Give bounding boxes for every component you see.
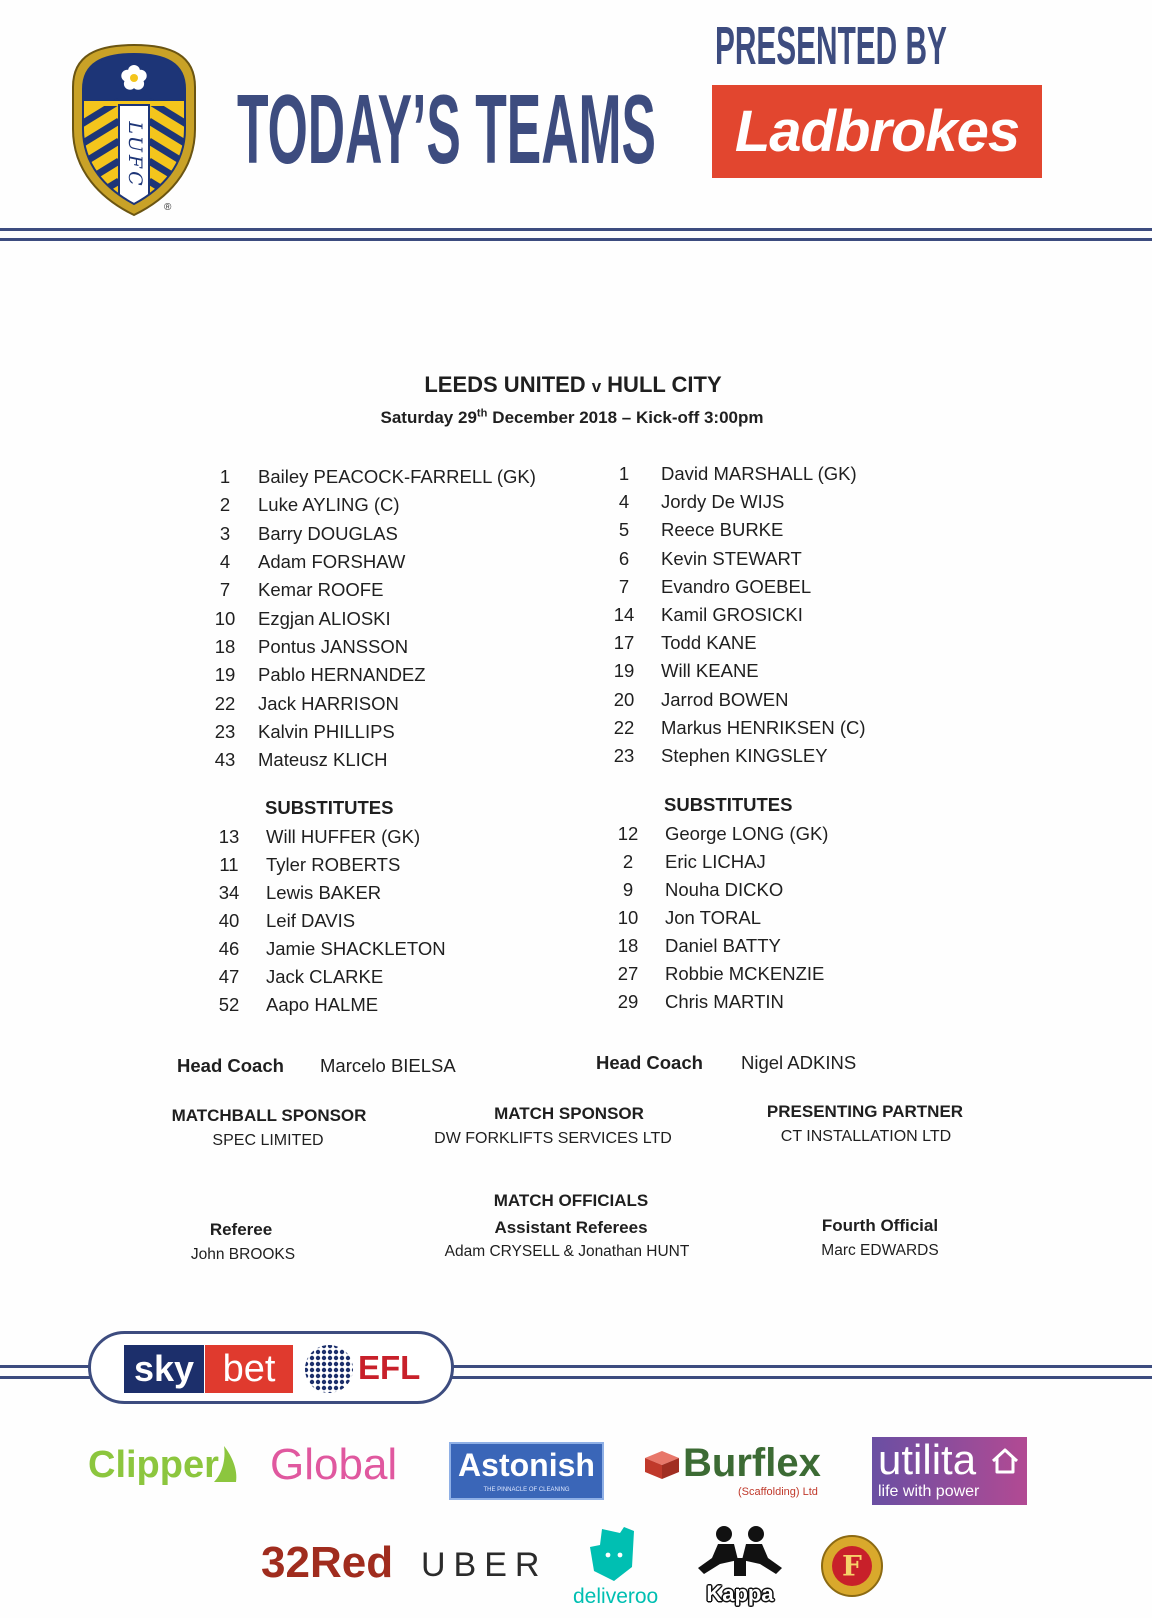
squad-number: 23 <box>214 720 236 742</box>
away-starter-row <box>604 460 866 488</box>
home-subs-heading: SUBSTITUTES <box>265 797 394 818</box>
player-name: Jack HARRISON <box>258 692 399 714</box>
home-starter-row <box>205 576 536 604</box>
player-name: Jordy De WIJS <box>661 491 785 513</box>
away-substitute-row <box>608 904 828 932</box>
squad-number: 1 <box>219 466 231 488</box>
clipper-logo: Clipper <box>88 1444 219 1486</box>
bet-wordmark: bet <box>222 1347 276 1390</box>
home-starter-row <box>205 746 536 774</box>
date-day: Saturday 29 <box>380 408 477 427</box>
player-name: Aapo HALME <box>266 994 379 1015</box>
efl-wordmark: EFL <box>358 1349 421 1386</box>
fixture-date <box>322 407 822 429</box>
away-substitute-row <box>608 876 828 904</box>
presenting-partner-label: PRESENTING PARTNER <box>766 1102 964 1121</box>
home-starter-row <box>205 604 536 632</box>
home-substitute-row <box>209 851 446 879</box>
presented-by-label: PRESENTED BY <box>715 16 947 76</box>
away-starter-row <box>604 686 866 714</box>
away-starter-row <box>604 516 866 544</box>
home-starting-eleven <box>205 463 536 774</box>
home-substitute-row <box>209 879 446 907</box>
squad-number: 27 <box>617 963 639 984</box>
squad-number: 34 <box>218 882 240 903</box>
squad-number: 2 <box>219 494 231 516</box>
crest-lettering: LUFC <box>124 121 146 189</box>
home-starter-row <box>205 633 536 661</box>
player-name: Will HUFFER (GK) <box>266 826 421 847</box>
squad-number: 7 <box>219 579 231 601</box>
squad-number: 52 <box>218 994 240 1015</box>
player-name: Kemar ROOFE <box>258 579 384 601</box>
player-name: Mateusz KLICH <box>258 749 388 771</box>
home-substitute-row <box>209 823 446 851</box>
sky-logo <box>124 1345 204 1393</box>
kappa-omini-icon <box>690 1524 790 1582</box>
utilita-wordmark: utilita <box>878 1436 977 1483</box>
header-divider-bottom <box>0 238 1152 241</box>
page-title: TODAY’S TEAMS <box>237 74 656 184</box>
fixture-title <box>323 372 823 400</box>
squad-number: 19 <box>214 664 236 686</box>
burflex-subtitle: (Scaffolding) Ltd <box>738 1486 818 1498</box>
versus-label: v <box>591 377 602 396</box>
squad-number: 14 <box>613 604 635 626</box>
burflex-cube-icon <box>643 1449 681 1481</box>
squad-number: 10 <box>214 607 236 629</box>
squad-number: 17 <box>613 632 635 654</box>
utilita-logo <box>872 1437 1027 1505</box>
astonish-wordmark: Astonish <box>458 1447 595 1483</box>
away-substitute-row <box>608 848 828 876</box>
squad-number: 4 <box>219 551 231 573</box>
date-suffix: th <box>476 407 488 420</box>
presenting-partner-value: CT INSTALLATION LTD <box>780 1128 952 1145</box>
squad-number: 2 <box>622 851 634 872</box>
fosters-letter: F <box>842 1549 862 1583</box>
player-name: Pablo HERNANDEZ <box>258 664 426 686</box>
match-sponsor-label: MATCH SPONSOR <box>494 1104 644 1123</box>
away-team-name: HULL CITY <box>607 372 722 397</box>
away-starter-row <box>604 545 866 573</box>
squad-number: 22 <box>613 716 635 738</box>
utilita-tagline: life with power <box>878 1483 980 1500</box>
home-starter-row <box>205 689 536 717</box>
home-starter-row <box>205 661 536 689</box>
squad-number: 19 <box>613 660 635 682</box>
squad-number: 9 <box>622 879 634 900</box>
squad-number: 10 <box>617 907 639 928</box>
away-starting-eleven <box>604 460 866 770</box>
player-name: Daniel BATTY <box>665 935 781 956</box>
away-starter-row <box>604 657 866 685</box>
away-substitutes <box>608 820 828 1016</box>
away-starter-row <box>604 714 866 742</box>
player-name: Markus HENRIKSEN (C) <box>661 716 866 738</box>
assistant-referees-label: Assistant Referees <box>494 1218 648 1237</box>
player-name: Ezgjan ALIOSKI <box>258 607 391 629</box>
squad-number: 22 <box>214 692 236 714</box>
player-name: George LONG (GK) <box>665 823 829 844</box>
player-name: Luke AYLING (C) <box>258 494 400 516</box>
player-name: Barry DOUGLAS <box>258 522 398 544</box>
player-name: Pontus JANSSON <box>258 635 409 657</box>
sky-wordmark: sky <box>133 1348 195 1389</box>
home-substitute-row <box>209 935 446 963</box>
squad-number: 23 <box>613 744 635 766</box>
efl-ball-icon <box>303 1343 355 1395</box>
away-substitute-row <box>608 820 828 848</box>
squad-number: 46 <box>218 938 240 959</box>
player-name: Reece BURKE <box>661 519 784 541</box>
player-name: Adam FORSHAW <box>258 551 406 573</box>
fourth-official-name: Marc EDWARDS <box>821 1242 939 1259</box>
squad-number: 47 <box>218 966 240 987</box>
home-substitutes <box>209 823 446 1019</box>
player-name: David MARSHALL (GK) <box>661 463 857 485</box>
squad-number: 11 <box>219 854 239 875</box>
uber-logo: UBER <box>421 1546 548 1584</box>
away-starter-row <box>604 573 866 601</box>
player-name: Eric LICHAJ <box>665 851 766 872</box>
away-substitute-row <box>608 932 828 960</box>
player-name: Kevin STEWART <box>661 547 802 569</box>
away-coach-label: Head Coach <box>596 1052 703 1073</box>
player-name: Todd KANE <box>661 632 757 654</box>
date-rest: December 2018 – Kick-off 3:00pm <box>492 408 764 427</box>
player-name: Lewis BAKER <box>266 882 382 903</box>
away-substitute-row <box>608 960 828 988</box>
home-starter-row <box>205 491 536 519</box>
squad-number: 18 <box>617 935 639 956</box>
home-substitute-row <box>209 991 446 1019</box>
ladbrokes-wordmark: Ladbrokes <box>734 98 1020 164</box>
clipper-sail-icon <box>212 1444 238 1484</box>
squad-number: 43 <box>214 749 236 771</box>
utilita-house-icon <box>990 1447 1020 1475</box>
global-logo: Global <box>270 1440 398 1489</box>
player-name: Kalvin PHILLIPS <box>258 720 395 742</box>
lufc-crest-icon <box>67 41 201 217</box>
matchball-sponsor-label: MATCHBALL SPONSOR <box>171 1106 367 1125</box>
deliveroo-kangaroo-icon <box>590 1527 636 1583</box>
header-divider-top <box>0 228 1152 231</box>
ladbrokes-logo <box>712 85 1042 178</box>
player-name: Leif DAVIS <box>266 910 356 931</box>
player-name: Nouha DICKO <box>665 879 784 900</box>
kappa-wordmark: Kappa <box>706 1581 774 1606</box>
away-subs-heading: SUBSTITUTES <box>664 794 793 815</box>
deliveroo-wordmark: deliveroo <box>573 1585 659 1608</box>
player-name: Jack CLARKE <box>266 966 384 987</box>
referee-name: John BROOKS <box>190 1246 296 1263</box>
player-name: Jamie SHACKLETON <box>266 938 446 959</box>
squad-number: 1 <box>618 463 630 485</box>
player-name: Bailey PEACOCK-FARRELL (GK) <box>258 466 536 488</box>
matchball-sponsor-value: SPEC LIMITED <box>212 1132 324 1149</box>
home-substitute-row <box>209 907 446 935</box>
away-starter-row <box>604 601 866 629</box>
home-starter-row <box>205 463 536 491</box>
squad-number: 4 <box>618 491 630 513</box>
home-substitute-row <box>209 963 446 991</box>
player-name: Jarrod BOWEN <box>661 688 789 710</box>
away-substitute-row <box>608 988 828 1016</box>
squad-number: 5 <box>618 519 630 541</box>
home-starter-row <box>205 548 536 576</box>
32red-logo: 32Red <box>261 1538 394 1587</box>
squad-number: 18 <box>214 635 236 657</box>
squad-number: 7 <box>618 575 630 597</box>
home-team-name: LEEDS UNITED <box>424 372 586 397</box>
squad-number: 13 <box>218 826 240 847</box>
squad-number: 6 <box>618 547 630 569</box>
away-starter-row <box>604 629 866 657</box>
player-name: Tyler ROBERTS <box>266 854 401 875</box>
player-name: Will KEANE <box>661 660 759 682</box>
player-name: Jon TORAL <box>665 907 761 928</box>
home-starter-row <box>205 718 536 746</box>
away-starter-row <box>604 742 866 770</box>
away-coach-name: Nigel ADKINS <box>741 1052 857 1073</box>
assistant-referees-names: Adam CRYSELL & Jonathan HUNT <box>444 1243 690 1260</box>
player-name: Kamil GROSICKI <box>661 604 803 626</box>
player-name: Chris MARTIN <box>665 991 784 1012</box>
squad-number: 3 <box>219 522 231 544</box>
player-name: Robbie MCKENZIE <box>665 963 825 984</box>
burflex-logo: Burflex <box>683 1441 821 1485</box>
match-sponsor-value: DW FORKLIFTS SERVICES LTD <box>434 1130 672 1147</box>
officials-heading: MATCH OFFICIALS <box>493 1191 649 1210</box>
squad-number: 12 <box>617 823 639 844</box>
astonish-tagline: THE PINNACLE OF CLEANING <box>483 1487 570 1493</box>
bet-logo <box>205 1345 293 1393</box>
fourth-official-label: Fourth Official <box>821 1216 939 1235</box>
squad-number: 29 <box>617 991 639 1012</box>
away-starter-row <box>604 488 866 516</box>
referee-label: Referee <box>209 1220 273 1239</box>
home-coach-label: Head Coach <box>177 1055 284 1076</box>
player-name: Stephen KINGSLEY <box>661 744 828 766</box>
squad-number: 40 <box>218 910 240 931</box>
fosters-badge-icon <box>820 1534 884 1598</box>
astonish-logo <box>449 1442 604 1500</box>
player-name: Evandro GOEBEL <box>661 575 812 597</box>
squad-number: 20 <box>613 688 635 710</box>
registered-mark: ® <box>164 202 172 213</box>
home-coach-name: Marcelo BIELSA <box>320 1055 456 1076</box>
home-starter-row <box>205 520 536 548</box>
